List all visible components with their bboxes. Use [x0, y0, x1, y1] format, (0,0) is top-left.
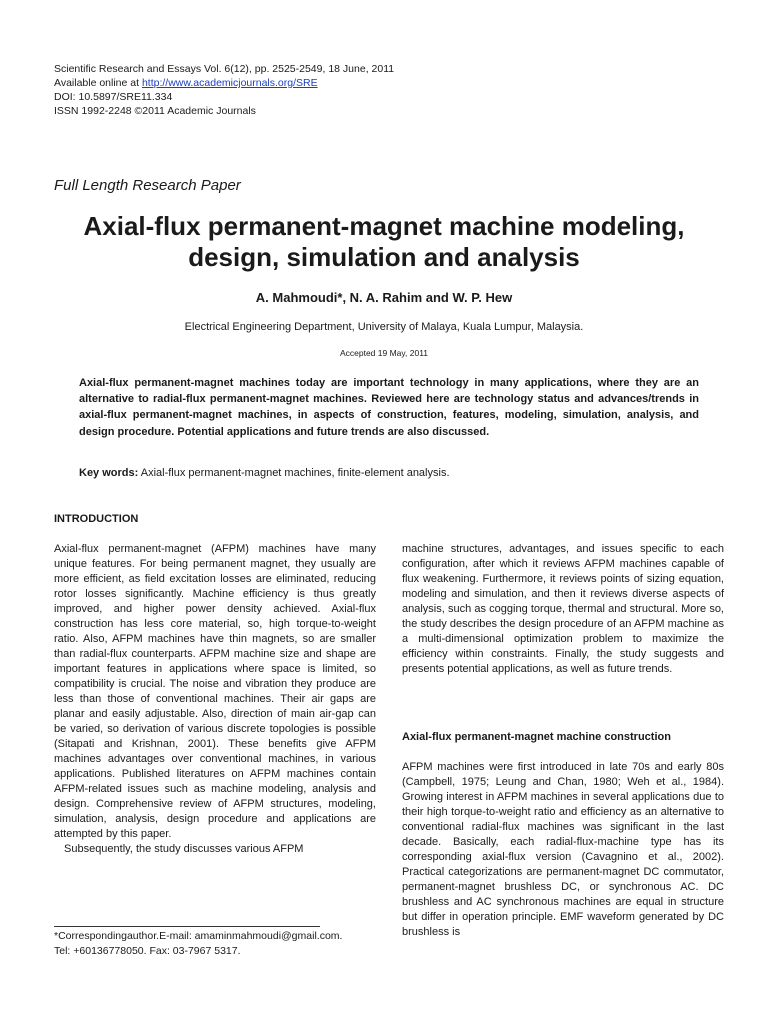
construction-heading: Axial-flux permanent-magnet machine construction [402, 731, 671, 743]
keywords-label: Key words: [79, 467, 139, 479]
footnote-divider [54, 926, 320, 927]
abstract: Axial-flux permanent-magnet machines today are important technology in many applications, where they are an alternative to radial-flux permanent-magnet machines. Reviewed here are technology status and advances/trends in axial-flux permanent-magnet machines, in aspects of construction, features, modeling, simulation, analysis, and design procedure. Potential applications and future trends are also discussed. [79, 377, 699, 438]
title-line-1: Axial-flux permanent-magnet machine modeling, [83, 211, 685, 241]
paper-title [0, 211, 768, 273]
keywords [79, 467, 699, 479]
left-column [54, 542, 376, 857]
journal-citation: Scientific Research and Essays Vol. 6(12), pp. 2525-2549, 18 June, 2011 [54, 63, 395, 75]
issn-line: ISSN 1992-2248 ©2011 Academic Journals [54, 105, 256, 117]
available-prefix: Available online at [54, 77, 142, 89]
journal-header [54, 62, 394, 118]
affiliation: Electrical Engineering Department, University of Malaya, Kuala Lumpur, Malaysia. [184, 321, 584, 333]
right-column-bottom [402, 760, 724, 940]
accepted-date: Accepted 19 May, 2011 [339, 348, 429, 358]
keywords-text: Axial-flux permanent-magnet machines, finite-element analysis. [138, 467, 450, 479]
footnote-email: *Correspondingauthor.E-mail: amaminmahmoudi@gmail.com. [54, 930, 343, 942]
availability-line [54, 76, 394, 90]
title-line-2: design, simulation and analysis [188, 242, 580, 272]
doi-line: DOI: 10.5897/SRE11.334 [54, 91, 173, 103]
footnote-phone: Tel: +60136778050. Fax: 03-7967 5317. [54, 945, 241, 957]
paper-type-label: Full Length Research Paper [54, 177, 241, 194]
intro-paragraph-3: machine structures, advantages, and issues specific to each configuration, after which it reviews AFPM machines capable of flux weakening. Furthermore, it reviews points of sizing equation, modeling and simulation, and then it reviews diverse aspects of analysis, such as cogging torque, thermal and structural. More so, the study describes the design procedure of an AFPM machine as a multi-dimensional optimization problem to maximize the efficiency within constraints. Finally, the study suggests and presents potential applications, as well as future trends. [402, 543, 724, 675]
construction-paragraph: AFPM machines were first introduced in late 70s and early 80s (Campbell, 1975; Leung and Chan, 1980; Weh et al., 1984). Growing interest in AFPM machines in several applications due to their high torque-to-weight ratio and efficiency as an alternative to conventional radial-flux machines was significant in the last decade. Basically, each radial-flux-machine type has its corresponding axial-flux version (Cavagnino et al., 2002). Practical categorizations are permanent-magnet DC commutator, permanent-magnet brushless DC, or synchronous AC. DC brushless and AC synchronous machines are equal in structure but differ in operation principle. EMF waveform generated by DC brushless is [402, 761, 724, 938]
introduction-heading: INTRODUCTION [54, 513, 139, 525]
right-column-top [402, 542, 724, 677]
correspondence-footnote [54, 929, 342, 959]
journal-url-link[interactable]: http://www.academicjournals.org/SRE [141, 77, 318, 89]
intro-paragraph-2: Subsequently, the study discusses various AFPM [64, 843, 304, 855]
intro-paragraph-1: Axial-flux permanent-magnet (AFPM) machines have many unique features. For being permanent magnet, they usually are more efficient, as field excitation losses are eliminated, reducing rotor losses significantly. Machine efficiency is thus greatly improved, and higher power density achieved. Axial-flux construction has less core material, so, high torque-to-weight ratio. Also, AFPM machines have thin magnets, so are smaller than radial-flux counterparts. AFPM machine size and shape are important features in applications where space is limited, so compatibility is crucial. The noise and vibration they produce are less than those of conventional machines. Their air gaps are planar and easily adjustable. Also, direction of main air-gap can be varied, so derivation of various discrete topologies is possible (Sitapati and Krishnan, 2001). These benefits give AFPM machines advantages over conventional machines, in various applications. Published literatures on AFPM machines contain AFPM-related issues such as machine modeling, analysis and design. Comprehensive review of AFPM structures, modeling, simulation, analysis, design procedure and applications are attempted by this paper. [54, 543, 376, 840]
author-list: A. Mahmoudi*, N. A. Rahim and W. P. Hew [255, 290, 513, 305]
